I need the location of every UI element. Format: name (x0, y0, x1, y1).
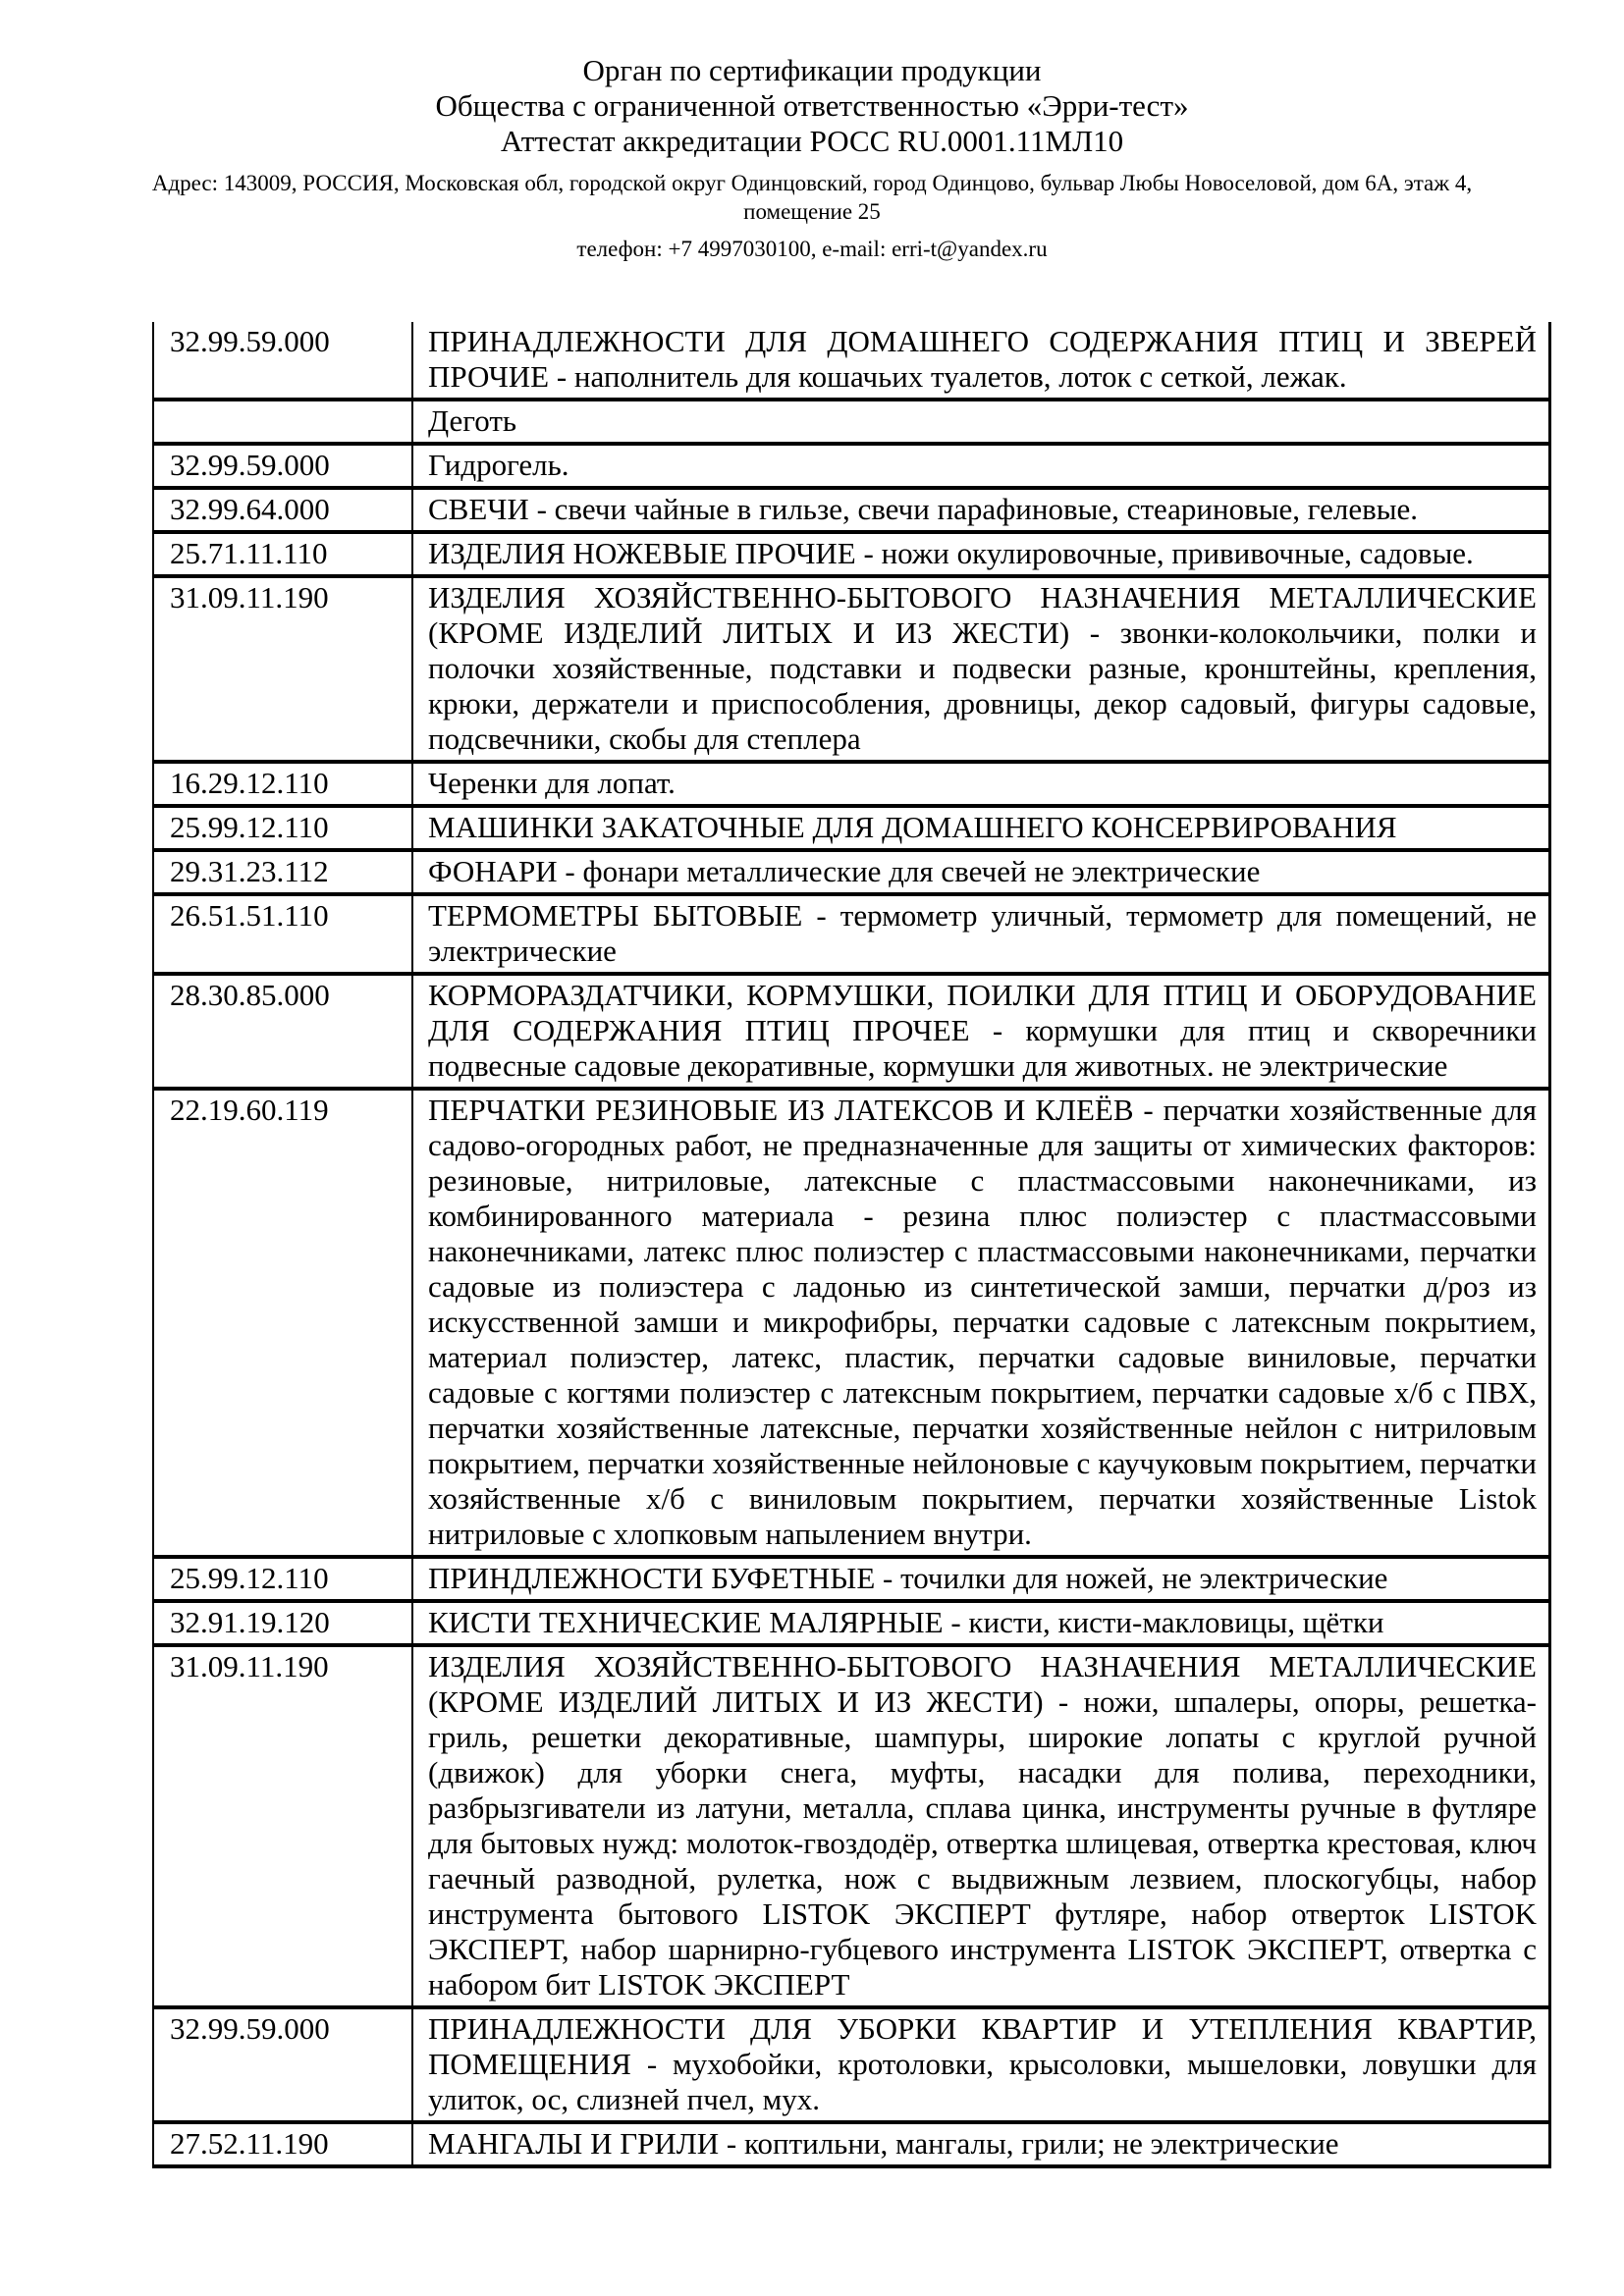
table-row (153, 1601, 1550, 1645)
product-description: ПЕРЧАТКИ РЕЗИНОВЫЕ ИЗ ЛАТЕКСОВ И КЛЕЁВ - перчатки хозяйственные для садово-огородных работ, не предназначенные для защиты от химических факторов: резиновые, нитриловые, латексные с пластмассовыми наконечниками, из комбинированного материала - резина плюс полиэстер с пластмассовыми наконечниками, латекс плюс полиэстер с пластмассовыми наконечниками, перчатки садовые из полиэстера с ладонью из синтетической замши, перчатки д/роз из искусственной замши и микрофибры, перчатки садовые с латексным покрытием, материал полиэстер, латекс, пластик, перчатки садовые виниловые, перчатки садовые с когтями полиэстер с латексным покрытием, перчатки садовые х/б с ПВХ, перчатки хозяйственные латексные, перчатки хозяйственные нейлон с нитриловым покрытием, перчатки хозяйственные нейлоновые с каучуковым покрытием, перчатки хозяйственные х/б с виниловым покрытием, перчатки хозяйственные Listok нитриловые с хлопковым напылением внутри. (412, 1089, 1550, 1557)
document-header (59, 53, 1565, 263)
product-codes-table (152, 322, 1551, 2168)
product-description: МАНГАЛЫ И ГРИЛИ - коптильни, мангалы, грили; не электрические (412, 2122, 1550, 2166)
product-code: 26.51.51.110 (153, 894, 412, 974)
product-code: 32.99.59.000 (153, 322, 412, 400)
product-description: КОРМОРАЗДАТЧИКИ, КОРМУШКИ, ПОИЛКИ ДЛЯ ПТИЦ И ОБОРУДОВАНИЕ ДЛЯ СОДЕРЖАНИЯ ПТИЦ ПРОЧЕЕ - кормушки для птиц и скворечники подвесные садовые декоративные, кормушки для животных. не электрические (412, 974, 1550, 1089)
table-row (153, 444, 1550, 488)
product-description: СВЕЧИ - свечи чайные в гильзе, свечи парафиновые, стеариновые, гелевые. (412, 488, 1550, 532)
product-description: ИЗДЕЛИЯ НОЖЕВЫЕ ПРОЧИЕ - ножи окулировочные, прививочные, садовые. (412, 532, 1550, 576)
product-description: ТЕРМОМЕТРЫ БЫТОВЫЕ - термометр уличный, термометр для помещений, не электрические (412, 894, 1550, 974)
table-row (153, 762, 1550, 806)
product-description: ФОНАРИ - фонари металлические для свечей не электрические (412, 850, 1550, 894)
product-description: Черенки для лопат. (412, 762, 1550, 806)
product-description: ПРИНАДЛЕЖНОСТИ ДЛЯ ДОМАШНЕГО СОДЕРЖАНИЯ ПТИЦ И ЗВЕРЕЙ ПРОЧИЕ - наполнитель для кошачьих туалетов, лоток с сеткой, лежак. (412, 322, 1550, 400)
product-code: 32.99.59.000 (153, 2007, 412, 2122)
table-row (153, 1557, 1550, 1601)
product-code: 25.71.11.110 (153, 532, 412, 576)
product-code (153, 400, 412, 444)
product-description: ИЗДЕЛИЯ ХОЗЯЙСТВЕННО-БЫТОВОГО НАЗНАЧЕНИЯ МЕТАЛЛИЧЕСКИЕ (КРОМЕ ИЗДЕЛИЙ ЛИТЫХ И ИЗ ЖЕСТИ) - звонки-колокольчики, полки и полочки хозяйственные, подставки и подвески разные, кронштейны, крепления, крюки, держатели и приспособления, дровницы, декор садовый, фигуры садовые, подсвечники, скобы для степлера (412, 576, 1550, 762)
table-row (153, 2007, 1550, 2122)
table-row (153, 322, 1550, 400)
product-description: КИСТИ ТЕХНИЧЕСКИЕ МАЛЯРНЫЕ - кисти, кисти-макловицы, щётки (412, 1601, 1550, 1645)
table-row (153, 894, 1550, 974)
table-row (153, 400, 1550, 444)
product-description: ПРИНДЛЕЖНОСТИ БУФЕТНЫЕ - точилки для ножей, не электрические (412, 1557, 1550, 1601)
table-row (153, 1089, 1550, 1557)
header-address-line2: помещение 25 (743, 199, 881, 224)
product-description: МАШИНКИ ЗАКАТОЧНЫЕ ДЛЯ ДОМАШНЕГО КОНСЕРВИРОВАНИЯ (412, 806, 1550, 850)
header-org-name: Общества с ограниченной ответственностью «Эрри-тест» (435, 88, 1189, 123)
product-code: 32.91.19.120 (153, 1601, 412, 1645)
product-code: 27.52.11.190 (153, 2122, 412, 2166)
table-row (153, 974, 1550, 1089)
product-code: 22.19.60.119 (153, 1089, 412, 1557)
product-description: Гидрогель. (412, 444, 1550, 488)
product-code: 31.09.11.190 (153, 1645, 412, 2007)
header-contact: телефон: +7 4997030100, e-mail: erri-t@yandex.ru (576, 237, 1048, 261)
product-code: 25.99.12.110 (153, 1557, 412, 1601)
product-code: 29.31.23.112 (153, 850, 412, 894)
table-row (153, 1645, 1550, 2007)
product-description: ПРИНАДЛЕЖНОСТИ ДЛЯ УБОРКИ КВАРТИР И УТЕПЛЕНИЯ КВАРТИР, ПОМЕЩЕНИЯ - мухобойки, кротоловки, крысоловки, мышеловки, ловушки для улиток, ос, слизней пчел, мух. (412, 2007, 1550, 2122)
product-code: 16.29.12.110 (153, 762, 412, 806)
product-description: Деготь (412, 400, 1550, 444)
table-row (153, 850, 1550, 894)
product-codes-table-body (153, 322, 1550, 2166)
table-row (153, 532, 1550, 576)
header-org-type: Орган по сертификации продукции (582, 53, 1042, 87)
table-row (153, 488, 1550, 532)
table-row (153, 2122, 1550, 2166)
product-code: 32.99.59.000 (153, 444, 412, 488)
product-code: 25.99.12.110 (153, 806, 412, 850)
product-code: 28.30.85.000 (153, 974, 412, 1089)
table-row (153, 806, 1550, 850)
product-description: ИЗДЕЛИЯ ХОЗЯЙСТВЕННО-БЫТОВОГО НАЗНАЧЕНИЯ МЕТАЛЛИЧЕСКИЕ (КРОМЕ ИЗДЕЛИЙ ЛИТЫХ И ИЗ ЖЕСТИ) - ножи, шпалеры, опоры, решетка-гриль, решетки декоративные, шампуры, широкие лопаты с круглой ручной (движок) для уборки снега, муфты, насадки для полива, переходники, разбрызгиватели из латуни, металла, сплава цинка, инструменты ручные в футляре для бытовых нужд: молоток-гвоздодёр, отвертка шлицевая, отвертка крестовая, ключ гаечный разводной, рулетка, нож с выдвижным лезвием, плоскогубцы, набор инструмента бытового LISTOK ЭКСПЕРТ футляре, набор отверток LISTOK ЭКСПЕРТ, набор шарнирно-губцевого инструмента LISTOK ЭКСПЕРТ, отвертка с набором бит LISTOK ЭКСПЕРТ (412, 1645, 1550, 2007)
product-code: 32.99.64.000 (153, 488, 412, 532)
table-row (153, 576, 1550, 762)
product-code: 31.09.11.190 (153, 576, 412, 762)
header-accreditation: Аттестат аккредитации РОСС RU.0001.11МЛ10 (500, 124, 1124, 158)
header-address-line1: Адрес: 143009, РОССИЯ, Московская обл, городской округ Одинцовский, город Одинцово, бульвар Любы Новоселовой, дом 6А, этаж 4, (151, 171, 1473, 195)
